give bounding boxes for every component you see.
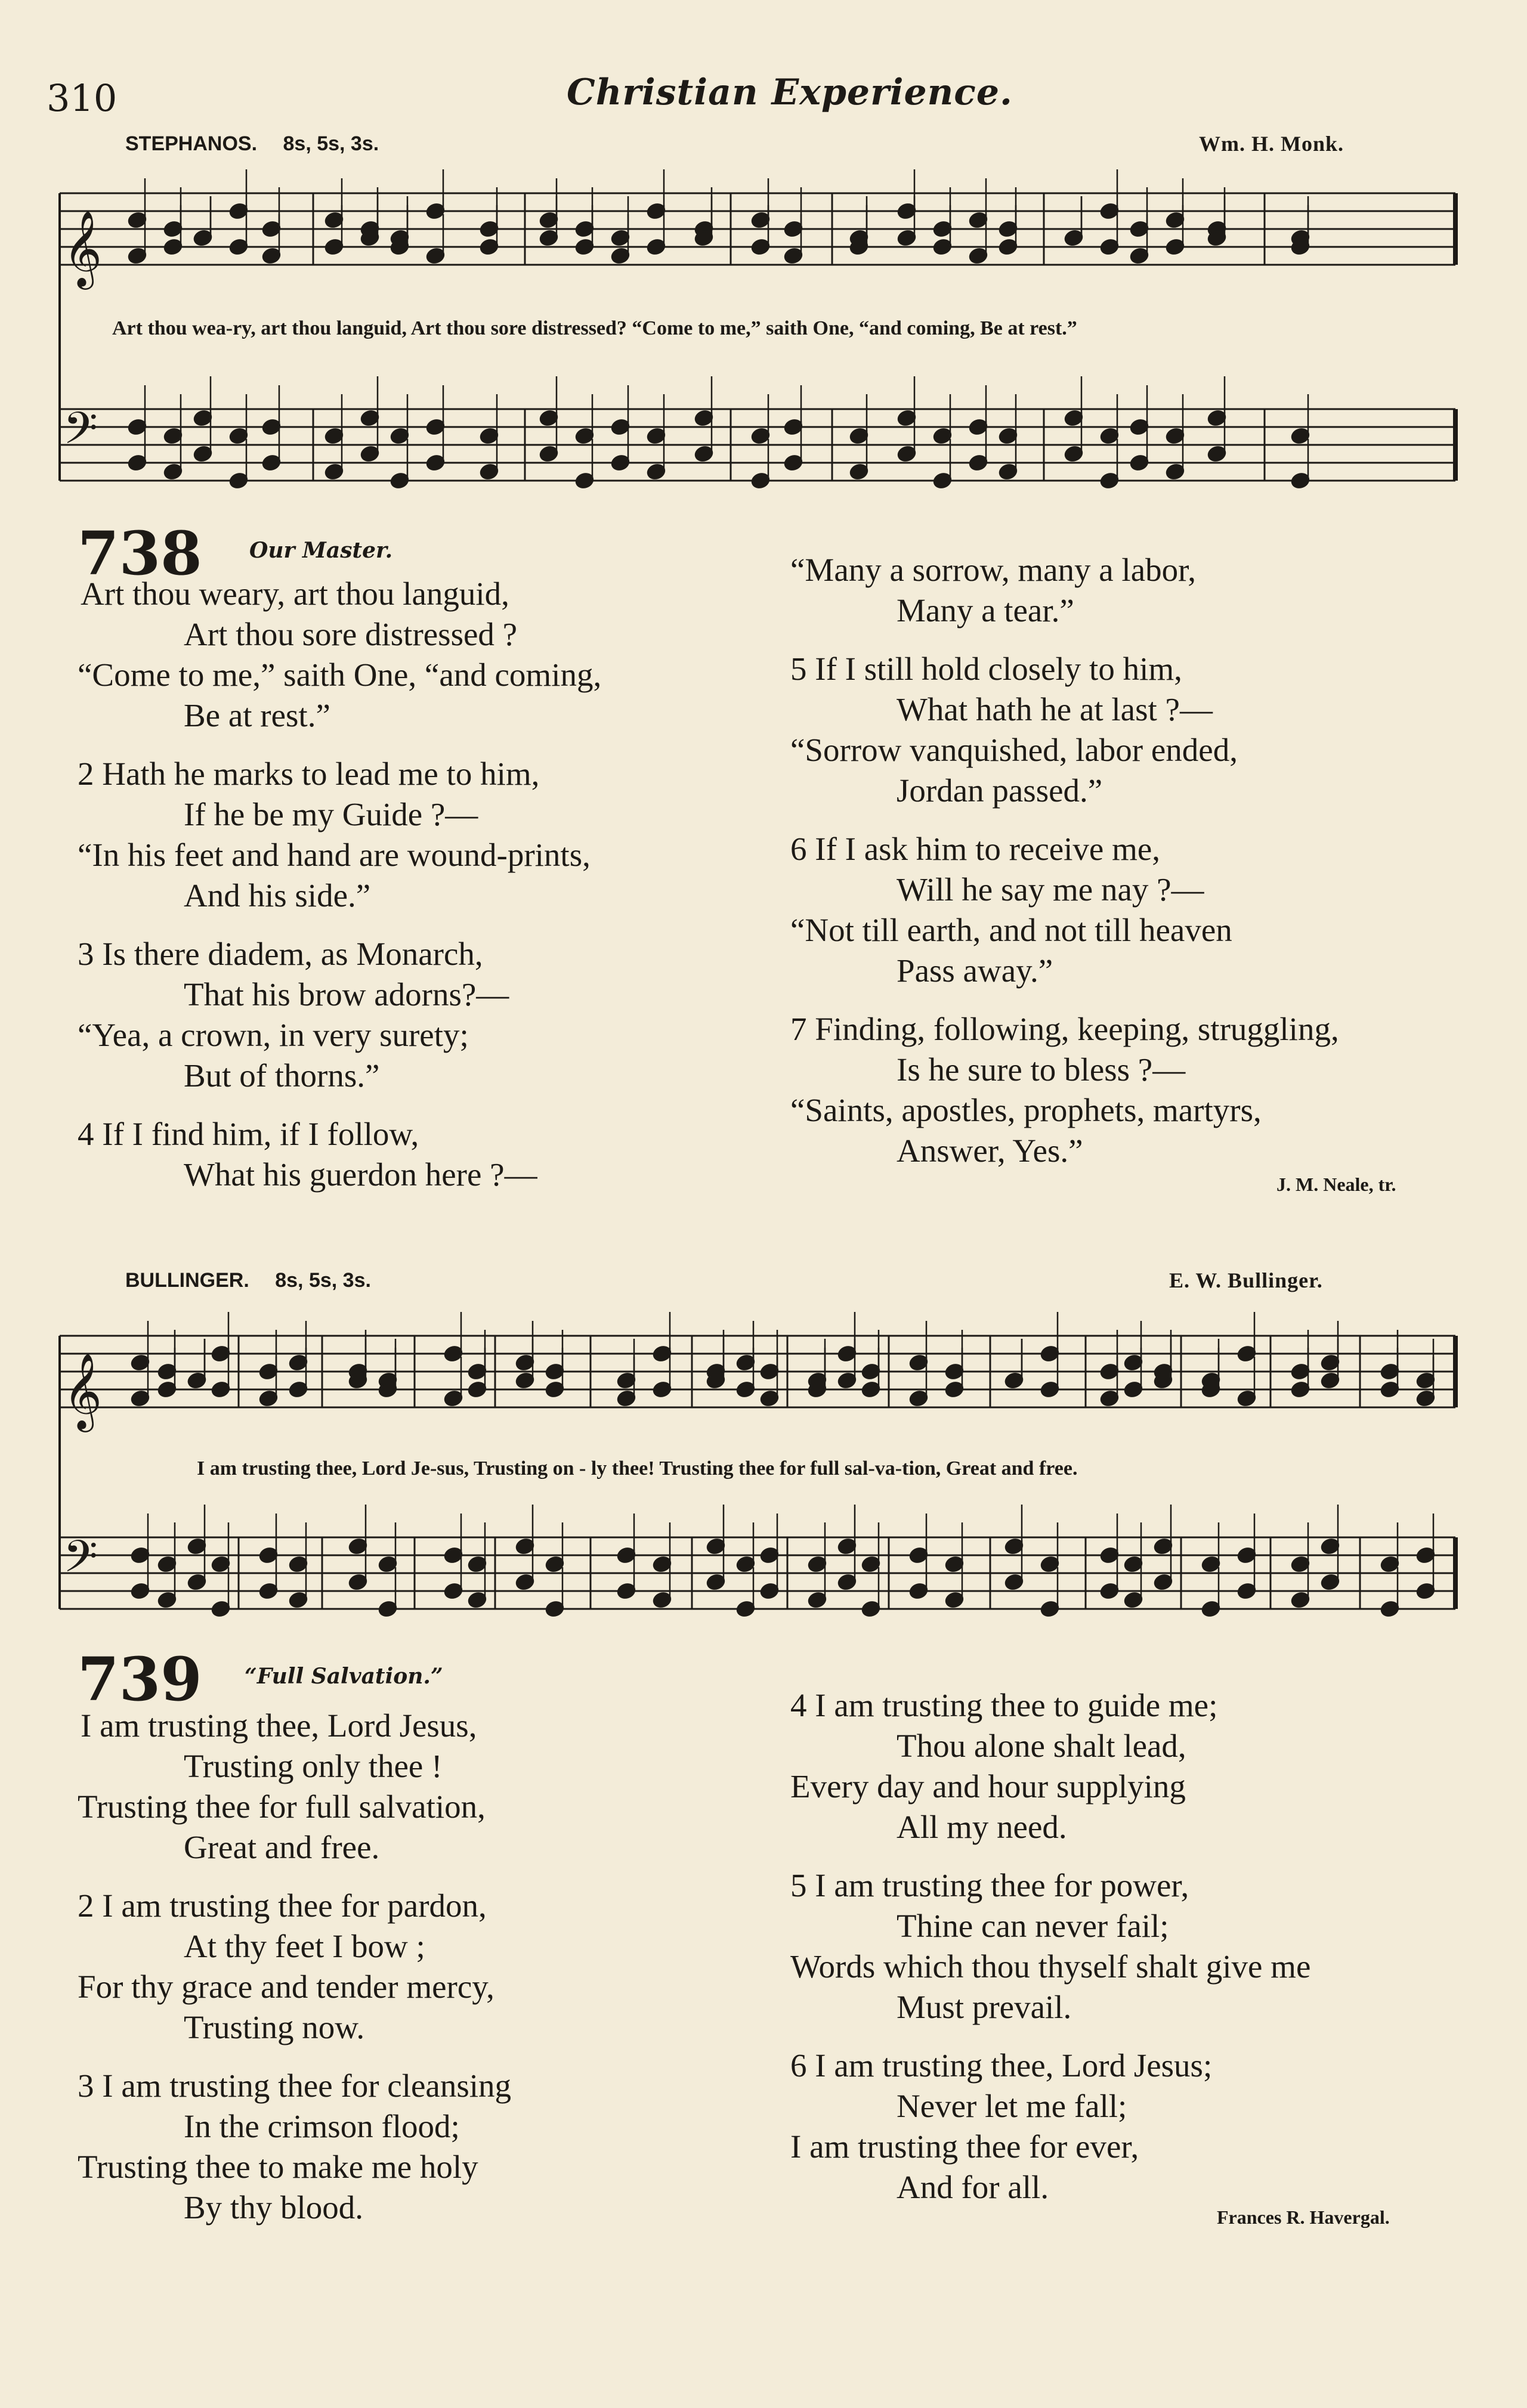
- verse-line: [78, 2147, 764, 2187]
- verse-line: [790, 2045, 1506, 2086]
- stanza: [78, 2066, 764, 2228]
- verse-line: [78, 1056, 764, 1096]
- verse-line: [78, 2066, 764, 2106]
- verse-text: I am trusting thee for power,: [815, 1867, 1189, 1904]
- verse-text: That his brow adorns?—: [184, 976, 509, 1013]
- verse-text: At thy feet I bow ;: [184, 1928, 425, 1964]
- verse-text: What hath he at last ?—: [897, 691, 1213, 728]
- stanza: [78, 1114, 764, 1195]
- stanza-gap: [78, 1868, 764, 1886]
- verse-line: [790, 1009, 1506, 1050]
- verse-line: [790, 689, 1506, 730]
- verse-text: I am trusting thee for cleansing: [102, 2067, 512, 2104]
- stanza-number: 7: [790, 1011, 815, 1047]
- tune-name-label: BULLINGER.: [125, 1269, 249, 1292]
- verse-text: “Yea, a crown, in very surety;: [78, 1017, 469, 1053]
- verse-text: And his side.”: [184, 877, 371, 914]
- verse-text: “Many a sorrow, many a labor,: [790, 552, 1196, 588]
- verse-text: Pass away.”: [897, 952, 1053, 989]
- verse-text: For thy grace and tender mercy,: [78, 1969, 494, 2005]
- verse-text: Words which thou thyself shalt give me: [790, 1948, 1311, 1985]
- verse-text: Many a tear.”: [897, 592, 1074, 629]
- verse-line: [790, 2086, 1506, 2127]
- verse-text: Trusting now.: [184, 2009, 365, 2045]
- lyric-underlay: Art thou wea-ry, art thou languid, Art thou sore distressed? “Come to me,” saith One, “and coming, Be at rest.”: [112, 317, 1077, 339]
- verse-text: Art thou weary, art thou languid,: [81, 575, 509, 612]
- hymn-number: 739: [78, 1644, 202, 1714]
- verse-text: Every day and hour supplying: [790, 1768, 1186, 1805]
- verse-text: Answer, Yes.”: [897, 1132, 1083, 1169]
- bass-clef: 𝄢: [63, 1531, 98, 1593]
- stanza: [790, 1685, 1506, 1847]
- verse-text: I am trusting thee for pardon,: [102, 1887, 487, 1924]
- stanza-number: 6: [790, 2047, 815, 2084]
- stanza-gap: [78, 916, 764, 934]
- verse-text: “In his feet and hand are wound-prints,: [78, 837, 591, 873]
- verse-line: [790, 550, 1506, 590]
- lyric-underlay: I am trusting thee, Lord Je-sus, Trusting on - ly thee! Trusting thee for full sal-va-tion, Great and free.: [197, 1457, 1078, 1480]
- verse-line: [790, 829, 1506, 869]
- verse-line: [790, 869, 1506, 910]
- stanza: [790, 649, 1506, 811]
- hymn-number: 738: [78, 518, 202, 589]
- verse-line: [790, 730, 1506, 770]
- page-number: 310: [47, 76, 118, 120]
- verses-right: [790, 550, 1506, 1171]
- composer: Wm. H. Monk.: [1199, 132, 1344, 156]
- verse-text: Art thou sore distressed ?: [184, 616, 518, 652]
- verse-line: [78, 1886, 764, 1926]
- stanza-number: 2: [78, 1887, 103, 1924]
- composer: E. W. Bullinger.: [1169, 1268, 1323, 1292]
- verse-line: [78, 974, 764, 1015]
- verse-text: Great and free.: [184, 1829, 380, 1865]
- verse-text: What his guerdon here ?—: [184, 1156, 537, 1193]
- verse-text: Hath he marks to lead me to him,: [102, 756, 540, 792]
- tune-name-label: STEPHANOS.: [125, 132, 258, 155]
- hymn-title: “Full Salvation.”: [245, 1664, 443, 1689]
- tune-meter: 8s, 5s, 3s.: [275, 1269, 371, 1292]
- verse-line: [790, 2127, 1506, 2167]
- stanza-gap: [790, 811, 1506, 829]
- bass-clef: 𝄢: [63, 403, 98, 465]
- stanza-gap: [790, 631, 1506, 649]
- stanza-gap: [78, 736, 764, 754]
- verse-line: [78, 1787, 764, 1827]
- stanza: [78, 934, 764, 1096]
- stanza: [78, 754, 764, 916]
- author-credit: Frances R. Havergal.: [1217, 2206, 1390, 2228]
- verses-right: [790, 1685, 1506, 2208]
- verse-text: And for all.: [897, 2169, 1049, 2205]
- verse-text: Thou alone shalt lead,: [897, 1728, 1186, 1764]
- verse-line: [790, 770, 1506, 811]
- verse-line: [78, 574, 764, 614]
- verse-line: [78, 1967, 764, 2007]
- stanza: [78, 1886, 764, 2048]
- verse-line: [790, 951, 1506, 991]
- verse-text: “Not till earth, and not till heaven: [790, 912, 1232, 948]
- verse-text: “Come to me,” saith One, “and coming,: [78, 657, 602, 693]
- verse-text: Never let me fall;: [897, 2088, 1127, 2124]
- verse-text: If I find him, if I follow,: [102, 1116, 419, 1152]
- verse-line: [790, 1766, 1506, 1807]
- author-credit: J. M. Neale, tr.: [1276, 1174, 1396, 1195]
- verses-left: [78, 1706, 764, 2228]
- verse-line: [78, 754, 764, 794]
- verse-line: [78, 2007, 764, 2048]
- stanza: [790, 829, 1506, 991]
- stanza-number: 2: [78, 756, 103, 792]
- verse-text: If I ask him to receive me,: [815, 831, 1161, 867]
- verse-text: Must prevail.: [897, 1989, 1072, 2025]
- verse-line: [790, 1726, 1506, 1766]
- verse-text: Trusting only thee !: [184, 1748, 443, 1784]
- verse-text: “Saints, apostles, prophets, martyrs,: [790, 1092, 1262, 1128]
- verse-text: Thine can never fail;: [897, 1908, 1169, 1944]
- verse-line: [78, 835, 764, 875]
- hymn-title: Our Master.: [249, 538, 393, 563]
- stanza-gap: [790, 2028, 1506, 2045]
- verse-line: [790, 910, 1506, 951]
- verse-line: [790, 1090, 1506, 1131]
- stanza-number: 3: [78, 936, 103, 972]
- stanza-number: 5: [790, 651, 815, 687]
- verse-line: [78, 794, 764, 835]
- verse-text: All my need.: [897, 1809, 1067, 1845]
- verse-text: Be at rest.”: [184, 697, 330, 733]
- verse-text: But of thorns.”: [184, 1057, 380, 1094]
- verse-text: Jordan passed.”: [897, 772, 1103, 809]
- stanza: [790, 550, 1506, 631]
- stanza-number: 3: [78, 2067, 103, 2104]
- verse-line: [78, 1827, 764, 1868]
- verse-line: [78, 2187, 764, 2228]
- verse-line: [78, 1114, 764, 1155]
- verse-line: [78, 1706, 764, 1746]
- verse-line: [790, 2167, 1506, 2208]
- verse-line: [790, 1685, 1506, 1726]
- running-head: Christian Experience.: [567, 72, 1013, 113]
- stanza-number: 4: [790, 1687, 815, 1723]
- verse-text: If he be my Guide ?—: [184, 796, 478, 832]
- verse-line: [78, 1155, 764, 1195]
- verse-text: I am trusting thee, Lord Jesus,: [81, 1707, 477, 1744]
- verse-line: [78, 2106, 764, 2147]
- verse-text: I am trusting thee to guide me;: [815, 1687, 1218, 1723]
- verse-line: [78, 1926, 764, 1967]
- verse-line: [78, 1746, 764, 1787]
- verse-line: [790, 1807, 1506, 1847]
- verse-line: [78, 934, 764, 974]
- verse-line: [790, 1050, 1506, 1090]
- verse-text: Finding, following, keeping, struggling,: [815, 1011, 1339, 1047]
- stanza-number: 5: [790, 1867, 815, 1904]
- verse-text: I am trusting thee for ever,: [790, 2128, 1139, 2165]
- stanza: [78, 1706, 764, 1868]
- verse-line: [790, 1946, 1506, 1987]
- tune-name: [125, 1269, 371, 1292]
- verse-line: [78, 614, 764, 655]
- verse-line: [790, 1865, 1506, 1906]
- verse-text: Trusting thee for full salvation,: [78, 1788, 486, 1825]
- stanza-number: 4: [78, 1116, 103, 1152]
- stanza-number: 6: [790, 831, 815, 867]
- treble-clef: 𝄞: [63, 210, 103, 286]
- stanza-gap: [78, 2048, 764, 2066]
- verse-line: [790, 590, 1506, 631]
- stanza: [78, 574, 764, 736]
- verse-text: “Sorrow vanquished, labor ended,: [790, 732, 1238, 768]
- verse-line: [790, 1131, 1506, 1171]
- verse-text: I am trusting thee, Lord Jesus;: [815, 2047, 1213, 2084]
- stanza: [790, 1865, 1506, 2028]
- verse-line: [790, 1987, 1506, 2028]
- tune-meter: 8s, 5s, 3s.: [283, 132, 379, 155]
- stanza-gap: [790, 991, 1506, 1009]
- verse-text: Trusting thee to make me holy: [78, 2149, 478, 2185]
- verse-line: [790, 1906, 1506, 1946]
- verse-text: By thy blood.: [184, 2189, 363, 2226]
- verse-text: Is he sure to bless ?—: [897, 1051, 1186, 1088]
- verse-line: [790, 649, 1506, 689]
- verse-line: [78, 1015, 764, 1056]
- stanza-gap: [790, 1847, 1506, 1865]
- verse-text: In the crimson flood;: [184, 2108, 460, 2144]
- verse-line: [78, 875, 764, 916]
- stanza: [790, 1009, 1506, 1171]
- verse-text: Is there diadem, as Monarch,: [102, 936, 483, 972]
- verse-text: Will he say me nay ?—: [897, 871, 1204, 908]
- verse-line: [78, 695, 764, 736]
- stanza: [790, 2045, 1506, 2208]
- stanza-gap: [78, 1096, 764, 1114]
- verses-left: [78, 574, 764, 1195]
- verse-line: [78, 655, 764, 695]
- verse-text: If I still hold closely to him,: [815, 651, 1182, 687]
- treble-clef: 𝄞: [63, 1352, 103, 1429]
